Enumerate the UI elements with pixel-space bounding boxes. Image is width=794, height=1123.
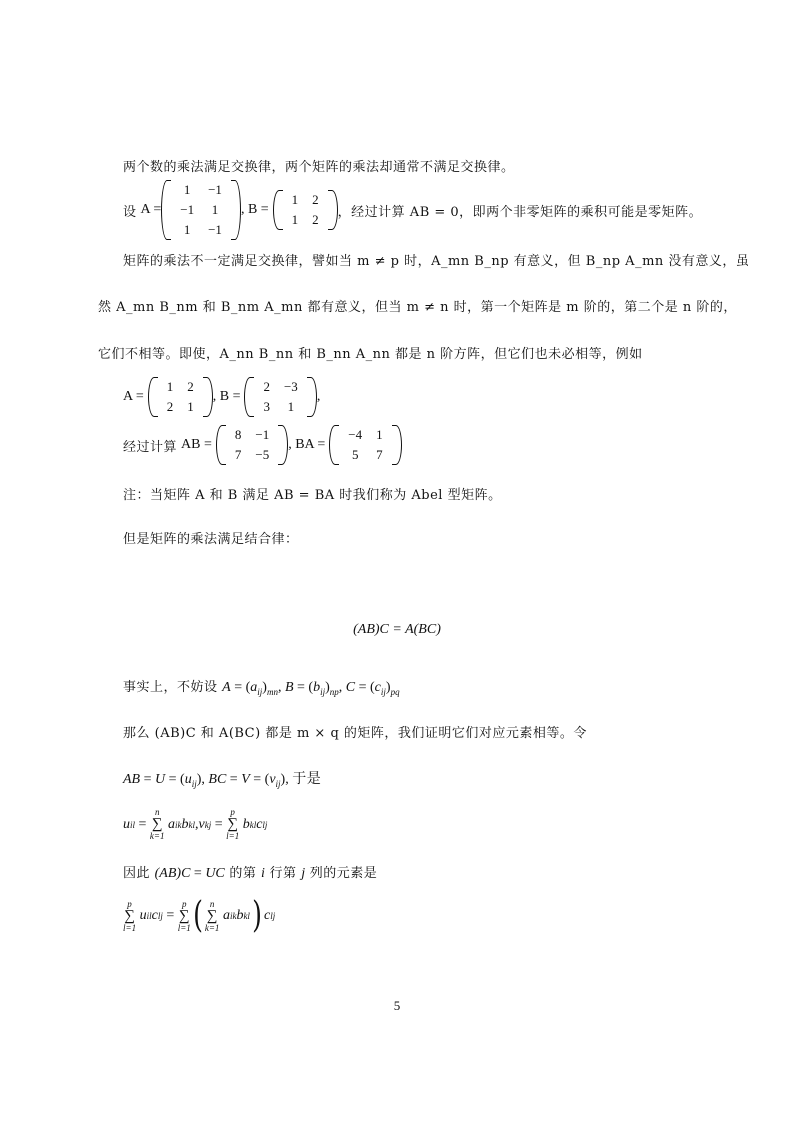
comma: , xyxy=(316,389,321,404)
matrix-cell: 1 xyxy=(166,379,174,394)
matrix-cell: 8 xyxy=(234,427,242,442)
matrix-cell: 2 xyxy=(263,379,270,394)
matrix-cell: 2 xyxy=(312,192,319,207)
formula-final-sum: p ∑ l=1 u il c lj = p ∑ l=1 ( n ∑ k=1 a ik b kl ) c lj xyxy=(123,895,276,936)
matrix-B2 xyxy=(244,377,316,417)
text: 设 xyxy=(123,204,137,220)
matrix-cell: −3 xyxy=(283,379,298,394)
matrix-cell: 1 xyxy=(376,427,383,442)
label-B: , B = xyxy=(212,389,241,404)
label-A: A = xyxy=(123,389,144,404)
matrix-cell: 2 xyxy=(312,212,319,227)
matrix-row xyxy=(256,377,304,397)
matrix-row xyxy=(341,445,389,465)
example-products xyxy=(123,423,402,467)
paragraph-noncommutative-line1 xyxy=(123,250,749,269)
text: 但是矩阵的乘法满足结合律： xyxy=(123,532,299,547)
matrix-row xyxy=(173,220,229,240)
matrix-row xyxy=(160,397,201,417)
page-number xyxy=(0,998,794,1014)
matrix-row xyxy=(285,190,326,210)
text: 注：当矩阵 A 和 B 满足 AB = BA 时我们称为 Abel 型矩阵。 xyxy=(123,488,502,503)
matrix-cell: −1 xyxy=(255,427,270,442)
paragraph-proof-setup: 事实上，不妨设 $A = (a_{ij})_{mn}$, $B = (b_{ij})_{np}$, $C = (c_{ij})_{pq}$ xyxy=(123,680,400,697)
paragraph-associativity-intro xyxy=(123,528,299,547)
label-BA: , BA = xyxy=(288,437,326,452)
page-number-text: 5 xyxy=(393,998,401,1013)
paragraph-proof-claim xyxy=(123,722,587,741)
matrix-row xyxy=(173,180,229,200)
matrix-cell: 1 xyxy=(291,212,299,227)
text: 两个数的乘法满足交换律，两个矩阵的乘法却通常不满足交换律。 xyxy=(123,160,515,175)
paragraph-commutativity-intro xyxy=(123,156,515,175)
matrix-cell: −4 xyxy=(348,427,363,442)
matrix-AB xyxy=(216,425,288,465)
matrix-BA xyxy=(329,425,401,465)
text: ，经过计算 AB = 0，即两个非零矩阵的乘积可能是零矩阵。 xyxy=(337,204,703,220)
matrix-cell: 5 xyxy=(351,447,359,462)
text: 经过计算 xyxy=(123,439,178,455)
equation-text: (AB)C = A(BC) xyxy=(353,622,441,637)
matrix-A2 xyxy=(148,377,213,417)
matrix-row xyxy=(160,377,201,397)
matrix-cell: 7 xyxy=(234,447,242,462)
matrix-row xyxy=(256,397,304,417)
text: 它们不相等。即使，A_nn B_nn 和 B_nn A_nn 都是 n 阶方阵，但它们也未必相等，例如 xyxy=(98,347,643,362)
matrix-row xyxy=(341,425,389,445)
matrix-cell: −1 xyxy=(208,222,222,237)
matrix-cell: 7 xyxy=(376,447,383,462)
matrix-cell: 1 xyxy=(291,192,299,207)
label-AB: AB = xyxy=(181,437,212,452)
paragraph-uv-definition: AB = $U = (u_{ij})$, BC = $V = (v_{ij})$, 于是 xyxy=(123,771,322,789)
matrix-A1 xyxy=(161,180,241,240)
matrix-cell: 2 xyxy=(166,399,174,414)
matrix-row xyxy=(228,445,276,465)
matrix-row xyxy=(285,210,326,230)
matrix-cell: 3 xyxy=(263,399,270,414)
paragraph-abel-note xyxy=(123,484,502,503)
matrix-cell: 2 xyxy=(187,379,194,394)
matrix-cell: 1 xyxy=(287,399,295,414)
paragraph-noncommutative-line3 xyxy=(98,343,643,362)
matrix-cell: 1 xyxy=(187,399,194,414)
matrix-row xyxy=(173,200,229,220)
matrix-B1 xyxy=(273,190,338,230)
text: 那么 (AB)C 和 A(BC) 都是 m × q 的矩阵，我们证明它们对应元素相等。令 xyxy=(123,726,587,741)
matrix-cell: −1 xyxy=(208,182,222,197)
matrix-cell: 1 xyxy=(211,202,219,217)
associativity-equation xyxy=(0,622,794,638)
paragraph-noncommutative-line2 xyxy=(98,296,737,315)
matrix-cell: 1 xyxy=(183,182,191,197)
matrix-cell: 1 xyxy=(183,222,191,237)
text: 矩阵的乘法不一定满足交换律，譬如当 m ≠ p 时，A_mn B_np 有意义，但 B_np A_mn 没有意义，虽 xyxy=(123,254,750,269)
paragraph-element-statement: 因此 (AB)C = UC 的第 i 行第 j 列的元素是 xyxy=(123,866,378,881)
matrix-cell: −1 xyxy=(180,202,195,217)
example-matrices xyxy=(123,375,320,419)
formula-u-v: u il = n ∑ k=1 a ik b kl , v kj = p ∑ l=1 b kl c lj xyxy=(123,807,268,841)
label-A: A = xyxy=(140,202,162,217)
matrix-cell: −5 xyxy=(255,447,270,462)
paragraph-zero-product xyxy=(123,180,702,240)
text: 然 A_mn B_nm 和 B_nm A_mn 都有意义，但当 m ≠ n 时，第一个矩阵是 m 阶的，第二个是 n 阶的， xyxy=(98,300,737,315)
matrix-row xyxy=(228,425,276,445)
label-B: , B = xyxy=(240,202,269,217)
